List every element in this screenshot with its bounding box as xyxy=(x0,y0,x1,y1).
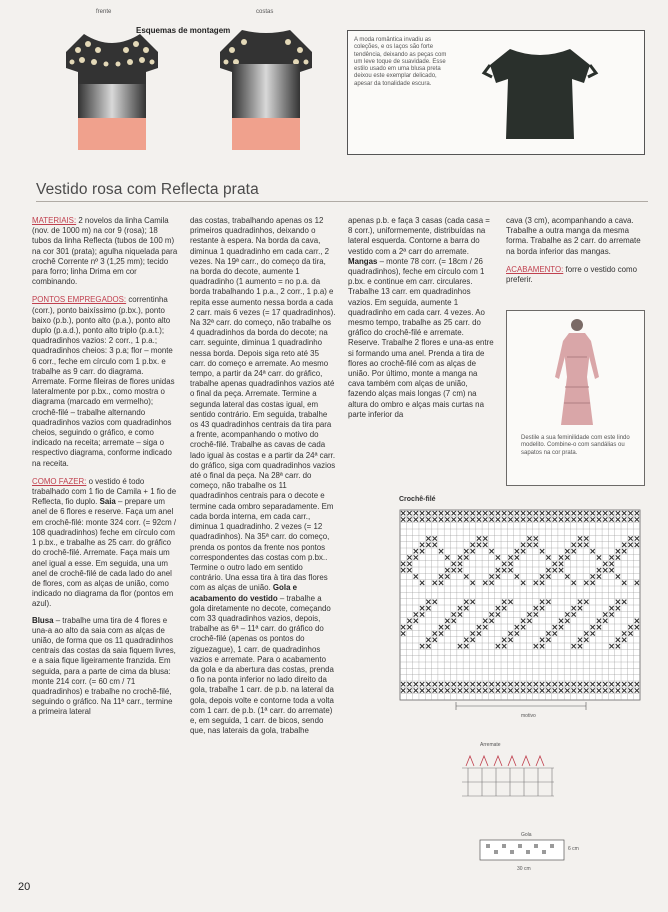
arremate-diagram xyxy=(458,748,558,808)
back-label: costas xyxy=(256,9,274,15)
front-garment-diagram xyxy=(64,22,160,150)
blusa-text: – trabalhe uma tira de 4 flores e una-a ao alto da saia com as alças de união, de forma que os 11 quadradinhos centrais das costas da saia fiquem livres, e a saia fique ligeiramente franzida. Em seguida, para a parte de cima da blusa: monte 214 corr. (= 60 cm / 71 quadradinhos) e trabalhe no crochê-filé, seguindo o gráfico. Na 11ª carr., termine a primeira lateral xyxy=(32,615,176,717)
article-title: Vestido rosa com Reflecta prata xyxy=(36,181,259,198)
gola-height-label: 6 cm xyxy=(568,846,579,852)
gola-diagram xyxy=(478,838,568,864)
side-box xyxy=(506,310,645,486)
gola-text: – trabalhe a gola diretamente no decote, começando com 33 quadradinhos vazios, depois, trabalhe as 6ª – 11ª carr. do gráfico do crochê-filé (apenas os pontos do ziguezague), 1 carr. de quadradinhos vazios e arremate. Para o acabamento da gola e da abertura das costas, prenda o fio na ponta inferior no lado direito da gola, trabalhe 1 carr. de p.b. na lateral da gola, depois volte e contorne toda a volta com 1 carr. de p.b. (1ª carr. do arremate) e, em seguida, 1 carr. de bicos, sendo que, nas laterais da gola, trabalhe xyxy=(190,593,334,736)
gola-heading: Gola e acabamento do vestido xyxy=(190,583,298,603)
front-label: frente xyxy=(96,9,112,15)
howto-text: o vestido é todo trabalhado com 1 fio de Camila + 1 fio de Reflecta, fio duplo. xyxy=(32,476,177,507)
mangas-heading: Mangas xyxy=(348,256,378,266)
side-box-text: Destile a sua feminilidade com este lindo modelito. Combine-o com sandálias ou sapatos na cor prata. xyxy=(521,435,630,456)
blusa-heading: Blusa xyxy=(32,615,54,625)
howto-heading: COMO FAZER: xyxy=(32,476,87,486)
col4-text: cava (3 cm), acompanhando a cava. Trabalhe a outra manga da mesma forma. Trabalhe as 2 carr. do arremate na borda inferior das mangas. xyxy=(506,216,641,256)
croche-file-chart xyxy=(396,508,648,720)
gola-width-label: 30 cm xyxy=(517,866,531,872)
mangas-text: – monte 78 corr. (= 18cm / 26 quadradinhos), feche em círculo com 1 p.bx. e continue em carr. circulares. Trabalhe 13 carr. em quadradinhos vazios. Em seguida, aumente 1 quadradinho em cada carr. 4 vezes. Ao mesmo tempo, trabalhe as 25 carr. do gráfico do crochê-filé e arremate. Reserve. Trabalhe 2 flores e una-as entre si formando uma anel. Prenda a tira de flores ao crochê-filé com as alças de união. Por último, monte a manga na cava também com alças de união, fazendo alças mais longas (7 cm) na altura do ombro e alças mais curtas na parte inferior da xyxy=(348,256,494,419)
stitches-text: correntinha (corr.), ponto baixíssimo (p.bx.), ponto baixo (p.b.), ponto alto (p.a.), ponto alto duplo (p.a.d.), ponto alto triplo (p.a.t.); quadradinhos vazios: 2 corr., 1 p.a.; quadradinhos cheios: 3 p.a; flor – monte 6 corr., feche em círculo com 1 p.bx. e trabalhe as 9 carr. do diagrama. Arremate. Forme fileiras de flores unidas lateralmente por p.bx., como mostra o diagrama (marcado em vermelho); crochê-filé – trabalhe alternando quadradinhos vazios com quadradinhos cheios, seguindo o gráfico, e como indicado na receita; arremate – siga o respectivo diagrama, conforme indicado na receita. xyxy=(32,295,175,468)
col3-text: apenas p.b. e faça 3 casas (cada casa = 8 corr.), uniformemente, distribuídas na lateral esquerda. Contorne a barra do vestido com a 2ª carr do arremate. xyxy=(348,216,490,256)
materials-text: 2 novelos da linha Camila (nov. de 1000 m) na cor 9 (rosa); 18 tubos da linha Reflecta (tubos de 100 m) na cor 301 (prata); agulha niquelada para crochê Corrente nº 3 (1,25 mm); tecido para forro; linha Drima em cor combinando. xyxy=(32,216,178,287)
acabamento-text: forre o vestido como preferir. xyxy=(506,264,637,285)
saia-heading: Saia xyxy=(99,497,116,507)
arremate-label: Arremate xyxy=(480,742,501,748)
acabamento-heading: ACABAMENTO: xyxy=(506,264,564,274)
page-number: 20 xyxy=(18,881,31,893)
column-3 xyxy=(348,216,494,426)
black-blouse-photo xyxy=(480,39,600,143)
gola-label: Gola xyxy=(521,832,532,838)
col2-text: das costas, trabalhando apenas os 12 primeiros quadradinhos, deixando o restante à espera. Na borda da cava, diminua 1 quadradinho em cada carr., 2 vezes. Na 19ª carr., do começo da tira, na borda do decote, aumente 1 quadradinho (1 aumento = no p.a. da borda trabalhando 1 p.a., 2 corr., 1 p.a) e repita esse aumento nessa borda a cada 2 carr. mais 6 vezes (= 17 quadradinhos). Na 32ª carr. do começo, não trabalhe os 4 quadradinhos da borda do decote; na carr. seguinte, diminua 1 quadradinho nessa borda. Depois siga reto até 35 carr. do começo e arremate. Ao mesmo tempo, a partir da 24ª carr. do gráfico, trabalhe apenas quadradinhos vazios até o final da peça. Arremate. Termine a segunda lateral das costas igual, em sentido contrário. Em seguida, trabalhe os 43 quadradinhos centrais da tira para a frente, acompanhando o motivo do crochê-filé. Trabalhe as cavas de cada lado igual às costas e a partir da 24ª carr. do gráfico, siga com quadradinhos vazios até o final da peça. Na 28ª carr. do começo, não trabalhe os 11 quadradinhos centrais para o decote e termine cada ombro separadamente. Em cada borda interna, em cada carr., diminua 1 quadradinho. 2 vezes (= 12 quadradinhos). Na 35ª carr. do começo, prenda os pontos da frente nos pontos correspondentes das costas com p.bx.. Termine o outro lado em sentido contrário. Una essa tira à tira das flores com as alças de união. xyxy=(190,216,336,593)
column-2 xyxy=(190,216,336,742)
pink-dress-photo xyxy=(547,317,607,429)
note-text: A moda romântica invadiu as coleções, e os laços são forte tendência, deixando as peças com um leve toque de suavidade. Esse estilo usado em uma blusa preta deixou este exemplar delicado, apesar da tonalidade escura. xyxy=(354,37,447,87)
title-divider xyxy=(36,201,648,202)
saia-text: – prepare um anel de 6 flores e reserve. Faça um anel em crochê-filé: monte 324 corr. (= 92cm / 108 quadradinhos) feche em círculo com 1 p.bx., e trabalhe as 25 carr. do gráfico do crochê-filé. Arremate. Faça mais um anel igual a esse. Em seguida, una um anel de crochê-filé de cada lado do anel de flores, com as alças de união, como indicado no diagrama da flor (pontos em azul). xyxy=(32,497,177,609)
column-4 xyxy=(506,216,646,291)
back-garment-diagram xyxy=(218,22,314,150)
column-1 xyxy=(32,216,178,724)
stitches-heading: PONTOS EMPREGADOS: xyxy=(32,295,127,305)
repeat-label: motivo xyxy=(521,713,536,719)
note-box xyxy=(347,30,645,155)
materials-heading: MATERIAIS: xyxy=(32,216,77,225)
diagram-title: Esquemas de montagem xyxy=(136,26,231,35)
chart-title: Crochê-filé xyxy=(399,496,436,503)
